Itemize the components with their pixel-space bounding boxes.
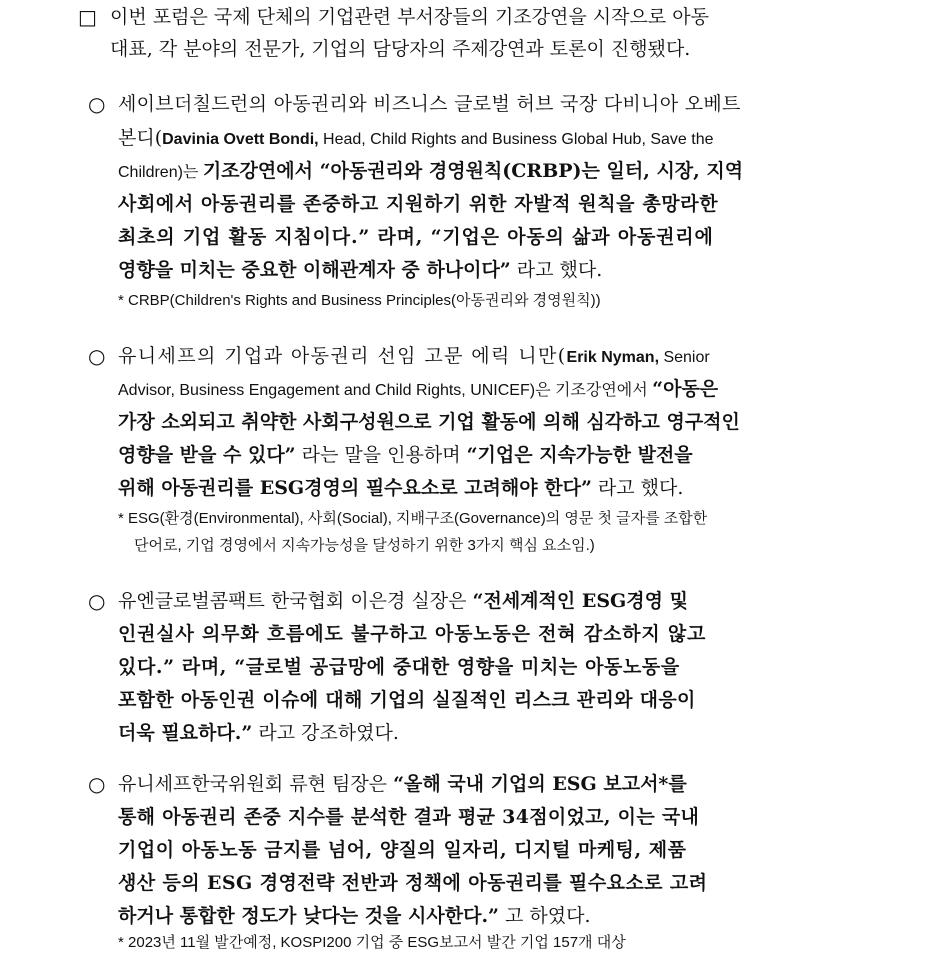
s3-line-2: 인권실사 의무화 흐름에도 불구하고 아동노동은 전혀 감소하지 않고 xyxy=(118,623,707,645)
s4-line-5: 하거나 통합한 정도가 낮다는 것을 시사한다.” 고 하였다. xyxy=(118,905,591,927)
s4-line-3: 기업이 아동노동 금지를 넘어, 양질의 일자리, 디지털 마케팅, 제품 xyxy=(118,839,687,861)
s2-line-2: Advisor, Business Engagement and Child Rights, UNICEF)은 기조강연에서 “아동은 xyxy=(118,378,719,400)
s2-line-4: 영향을 받을 수 있다” 라는 말을 인용하며 “기업은 지속가능한 발전을 xyxy=(118,444,693,466)
intro-line-1: 이번 포럼은 국제 단체의 기업관련 부서장들의 기조강연을 시작으로 아동 xyxy=(110,6,709,28)
s1-line-4: 사회에서 아동권리를 존중하고 지원하기 위한 자발적 원칙을 총망라한 xyxy=(118,193,719,215)
s3-line-4: 포함한 아동인권 이슈에 대해 기업의 실질적인 리스크 관리와 대응이 xyxy=(118,689,696,711)
circle-bullet-icon: ○ xyxy=(88,772,106,796)
s2-line-3: 가장 소외되고 취약한 사회구성원으로 기업 활동에 의해 심각하고 영구적인 xyxy=(118,411,740,433)
s1-footnote: * CRBP(Children's Rights and Business Principles(아동권리와 경영원칙)) xyxy=(118,292,601,309)
s4-line-4: 생산 등의 ESG 경영전략 전반과 정책에 아동권리를 필수요소로 고려 xyxy=(118,872,708,894)
s1-line-1: 세이브더칠드런의 아동권리와 비즈니스 글로벌 허브 국장 다비니아 오베트 xyxy=(118,93,741,115)
square-bullet-icon: □ xyxy=(78,5,97,29)
s4-line-2: 통해 아동권리 존중 지수를 분석한 결과 평균 34점이었고, 이는 국내 xyxy=(118,806,700,828)
s1-line-5: 최초의 기업 활동 지침이다.” 라며, “기업은 아동의 삶과 아동권리에 xyxy=(118,226,714,248)
s1-line-6: 영향을 미치는 중요한 이해관계자 중 하나이다” 라고 했다. xyxy=(118,259,603,281)
s1-line-2: 본디(Davinia Ovett Bondi, Head, Child Rights and Business Global Hub, Save the xyxy=(118,127,714,149)
s3-line-3: 있다.” 라며, “글로벌 공급망에 중대한 영향을 미치는 아동노동을 xyxy=(118,656,680,678)
s4-footnote: * 2023년 11월 발간예정, KOSPI200 기업 중 ESG보고서 발간 기업 157개 대상 xyxy=(118,934,626,951)
s2-footnote-line-1: * ESG(환경(Environmental), 사회(Social), 지배구조(Governance)의 영문 첫 글자를 조합한 xyxy=(118,510,708,527)
s1-line-3: Children)는 기조강연에서 “아동권리와 경영원칙(CRBP)는 일터, 시장, 지역 xyxy=(118,160,744,182)
s4-line-1: 유니세프한국위원회 류현 팀장은 “올해 국내 기업의 ESG 보고서*를 xyxy=(118,773,687,795)
circle-bullet-icon: ○ xyxy=(88,344,106,368)
s3-line-5: 더욱 필요하다.” 라고 강조하였다. xyxy=(118,722,399,744)
intro-line-2: 대표, 각 분야의 전문가, 기업의 담당자의 주제강연과 토론이 진행됐다. xyxy=(110,38,691,60)
s2-line-5: 위해 아동권리를 ESG경영의 필수요소로 고려해야 한다” 라고 했다. xyxy=(118,477,684,499)
s3-line-1: 유엔글로벌콤팩트 한국협회 이은경 실장은 “전세계적인 ESG경영 및 xyxy=(118,590,688,612)
s2-line-1: 유니세프의 기업과 아동권리 선임 고문 에릭 니만(Erik Nyman, Senior xyxy=(118,345,710,367)
circle-bullet-icon: ○ xyxy=(88,589,106,613)
s2-footnote-line-2: 단어로, 기업 경영에서 지속가능성을 달성하기 위한 3가지 핵심 요소임.) xyxy=(134,537,595,554)
circle-bullet-icon: ○ xyxy=(88,92,106,116)
